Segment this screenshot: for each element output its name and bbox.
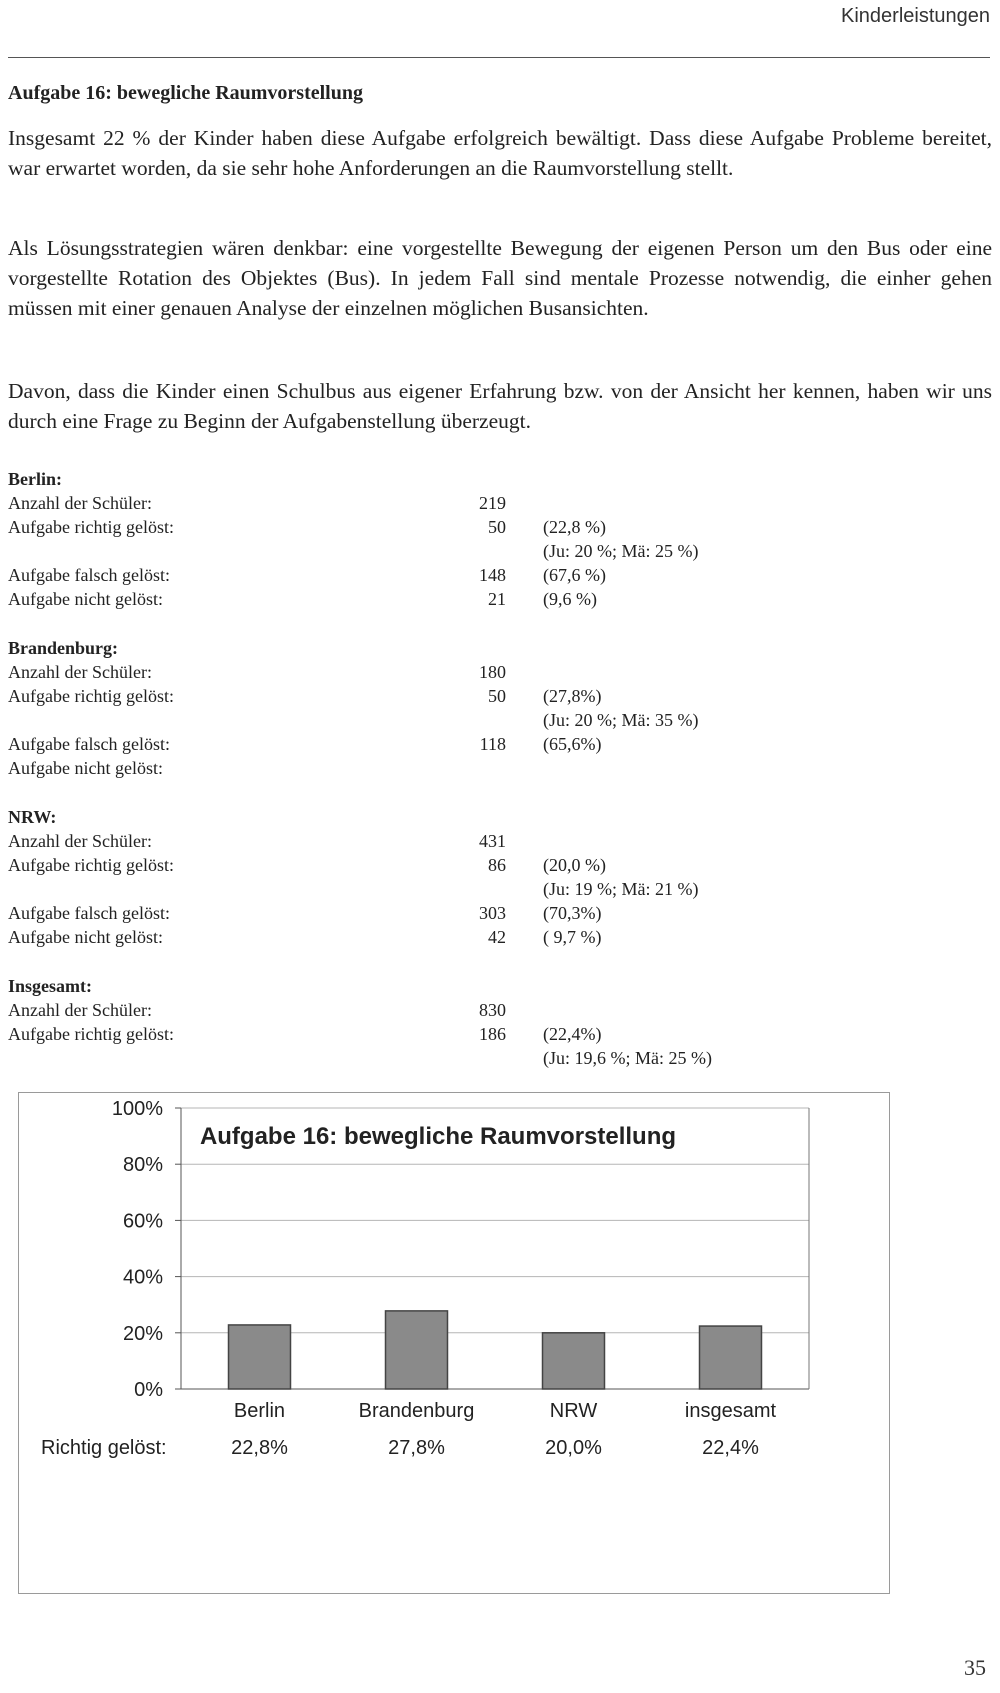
bar-chart: [19, 1093, 889, 1593]
result-percent: (22,4%): [543, 1024, 602, 1044]
result-percent: (9,6 %): [543, 589, 597, 609]
result-row: [8, 684, 768, 708]
result-row: [8, 877, 768, 901]
gender-breakdown: (Ju: 20 %; Mä: 35 %): [543, 710, 699, 730]
paragraph-2: Als Lösungsstrategien wären denkbar: eine vorgestellte Bewegung der eigenen Person um den Bus oder eine vorgestellte Rotation des Objektes (Bus). In jedem Fall sind mentale Prozesse notwendig, die einher gehen müssen mit einer genauen Analyse der einzelnen möglichen Busansichten.: [8, 236, 992, 320]
result-count: 50: [488, 686, 506, 706]
value-label: 20,0%: [545, 1437, 602, 1459]
x-category-label: NRW: [549, 1400, 598, 1422]
region-title: Berlin:: [8, 469, 62, 489]
paragraph-1: Insgesamt 22 % der Kinder haben diese Aufgabe erfolgreich bewältigt. Dass diese Aufgabe Probleme bereitet, war erwartet worden, da sie sehr hohe Anforderungen an die Raumvorstellung stellt.: [8, 126, 992, 180]
region-title: NRW:: [8, 807, 57, 827]
bar: [386, 1311, 448, 1389]
result-label: Aufgabe falsch gelöst:: [8, 903, 170, 923]
result-label: Aufgabe richtig gelöst:: [8, 517, 174, 537]
result-label: Aufgabe richtig gelöst:: [8, 1024, 174, 1044]
x-category-label: Brandenburg: [358, 1400, 475, 1422]
y-tick-label: 0%: [134, 1379, 163, 1401]
result-count: 180: [479, 662, 506, 682]
value-label: 22,8%: [231, 1437, 288, 1459]
result-percent: (65,6%): [543, 734, 602, 754]
result-count: 830: [479, 1000, 506, 1020]
result-row: [8, 515, 768, 539]
result-row: [8, 901, 768, 925]
result-percent: (67,6 %): [543, 565, 606, 585]
section-title: Aufgabe 16: bewegliche Raumvorstellung: [8, 82, 363, 104]
bar: [229, 1325, 291, 1389]
y-tick-label: 20%: [122, 1322, 163, 1345]
result-row: [8, 539, 768, 563]
result-label: Aufgabe nicht gelöst:: [8, 589, 163, 609]
paragraph-3: Davon, dass die Kinder einen Schulbus aus eigener Erfahrung bzw. von der Ansicht her kennen, haben wir uns durch eine Frage zu Beginn der Aufgabenstellung überzeugt.: [8, 379, 992, 433]
header-rule: [8, 57, 990, 58]
plot-area: [41, 1098, 809, 1459]
page-number: 35: [964, 1655, 986, 1680]
result-label: Anzahl der Schüler:: [8, 662, 152, 682]
result-percent: (20,0 %): [543, 855, 606, 875]
result-row: [8, 756, 768, 780]
result-percent: ( 9,7 %): [543, 927, 602, 947]
result-row: [8, 1046, 768, 1070]
region-block: [8, 974, 768, 1070]
result-row: [8, 998, 768, 1022]
y-tick-label: 100%: [111, 1098, 163, 1120]
result-row: [8, 1022, 768, 1046]
result-count: 21: [488, 589, 506, 609]
result-count: 303: [479, 903, 506, 923]
result-count: 431: [479, 831, 506, 851]
result-percent: (70,3%): [543, 903, 602, 923]
result-label: Anzahl der Schüler:: [8, 1000, 152, 1020]
running-header: Kinderleistungen: [841, 5, 990, 27]
result-row: [8, 563, 768, 587]
result-row: [8, 732, 768, 756]
value-label: 27,8%: [388, 1437, 445, 1459]
chart-box: [18, 1092, 890, 1594]
result-count: 219: [479, 493, 506, 513]
result-count: 118: [479, 734, 506, 754]
region-block: [8, 636, 768, 780]
result-label: Aufgabe richtig gelöst:: [8, 686, 174, 706]
x-category-label: Berlin: [233, 1400, 286, 1422]
gender-breakdown: (Ju: 19,6 %; Mä: 25 %): [543, 1048, 712, 1068]
result-count: 42: [488, 927, 506, 947]
region-title: Brandenburg:: [8, 638, 119, 658]
bar: [543, 1333, 605, 1389]
y-tick-label: 40%: [122, 1266, 163, 1289]
result-label: Anzahl der Schüler:: [8, 831, 152, 851]
result-percent: (27,8%): [543, 686, 602, 706]
result-label: Aufgabe nicht gelöst:: [8, 927, 163, 947]
region-block: [8, 805, 768, 949]
gender-breakdown: (Ju: 20 %; Mä: 25 %): [543, 541, 699, 561]
result-count: 50: [488, 517, 506, 537]
y-tick-label: 80%: [122, 1154, 163, 1177]
result-label: Anzahl der Schüler:: [8, 493, 152, 513]
region-title: Insgesamt:: [8, 976, 92, 996]
result-percent: (22,8 %): [543, 517, 606, 537]
row-label: Richtig gelöst:: [41, 1437, 167, 1459]
result-label: Aufgabe falsch gelöst:: [8, 565, 170, 585]
x-category-label: insgesamt: [684, 1400, 777, 1422]
result-row: [8, 925, 768, 949]
y-tick-label: 60%: [122, 1210, 163, 1233]
result-row: [8, 853, 768, 877]
result-count: 186: [479, 1024, 506, 1044]
results-list: [8, 467, 768, 1095]
result-label: Aufgabe richtig gelöst:: [8, 855, 174, 875]
result-row: [8, 660, 768, 684]
result-row: [8, 708, 768, 732]
result-row: [8, 587, 768, 611]
result-count: 148: [479, 565, 506, 585]
chart-title: Aufgabe 16: bewegliche Raumvorstellung: [199, 1123, 677, 1150]
gender-breakdown: (Ju: 19 %; Mä: 21 %): [543, 879, 699, 899]
result-label: Aufgabe nicht gelöst:: [8, 758, 163, 778]
result-row: [8, 491, 768, 515]
result-count: 86: [488, 855, 506, 875]
region-block: [8, 467, 768, 611]
result-label: Aufgabe falsch gelöst:: [8, 734, 170, 754]
bar: [700, 1326, 762, 1389]
result-row: [8, 829, 768, 853]
value-label: 22,4%: [702, 1437, 759, 1459]
